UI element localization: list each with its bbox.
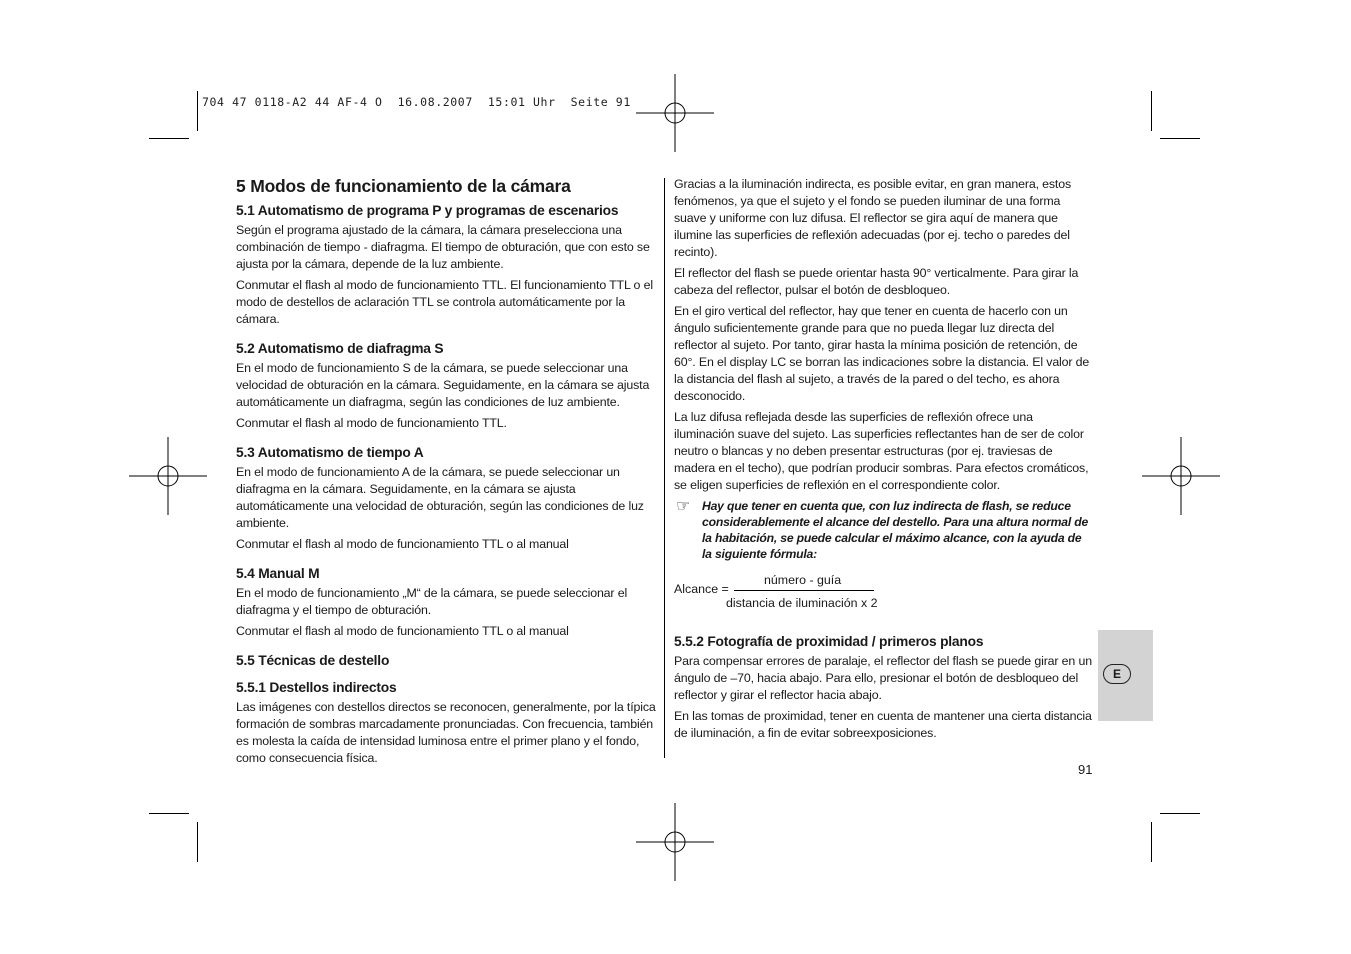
section-title-5-5-2: 5.5.2 Fotografía de proximidad / primeros planos	[674, 634, 984, 649]
paragraph: En el modo de funcionamiento „M“ de la cámara, se puede seleccionar el diafragma y el tiempo de obturación.	[236, 586, 628, 617]
formula-lhs: Alcance =	[674, 582, 729, 596]
crop-mark	[1160, 138, 1200, 139]
paragraph: El reflector del flash se puede orientar hasta 90° verticalmente. Para girar la cabeza del reflector, pulsar el botón de desbloqueo.	[674, 266, 1079, 297]
left-column	[236, 176, 656, 771]
language-badge: E	[1103, 664, 1131, 684]
paragraph: En las tomas de proximidad, tener en cuenta de mantener una cierta distancia de iluminación, a fin de evitar sobreexposiciones.	[674, 709, 1092, 740]
page-number: 91	[1078, 762, 1093, 777]
section-title-5-4: 5.4 Manual M	[236, 566, 320, 581]
formula	[674, 570, 1094, 624]
paragraph: Conmutar el flash al modo de funcionamiento TTL. El funcionamiento TTL o el modo de destellos de aclaración TTL se controla automáticamente por la cámara.	[236, 278, 653, 326]
crop-mark	[197, 91, 198, 131]
print-slug: 704 47 0118-A2 44 AF-4 O 16.08.2007 15:01 Uhr Seite 91	[202, 95, 631, 109]
paragraph: La luz difusa reflejada desde las superficies de reflexión ofrece una iluminación suave del sujeto. Las superficies reflectantes han de ser de color neutro o blancas y no deben presentar estructuras (por ej. traviesas de madera en el techo), que podrían producir sombras. Para efectos cromáticos, se eligen superficies de reflexión en el correspondiente color.	[674, 410, 1089, 492]
paragraph: Gracias a la iluminación indirecta, es posible evitar, en gran manera, estos fenómenos, ya que el sujeto y el fondo se pueden iluminar de una forma suave y uniforme con luz difusa. El reflector se gira aquí de manera que ilumine las superficies de reflexión adecuadas (por ej. techo o paredes del recinto).	[674, 177, 1072, 259]
section-title-5-1: 5.1 Automatismo de programa P y programas de escenarios	[236, 203, 619, 218]
section-title-5-5: 5.5 Técnicas de destello	[236, 653, 390, 668]
paragraph: Para compensar errores de paralaje, el reflector del flash se puede girar en un ángulo de –70, hacia abajo. Para ello, presionar el botón de desbloqueo del reflector y girar el reflector hacia abajo.	[674, 654, 1092, 702]
crop-mark	[149, 813, 189, 814]
section-title-5-5-1: 5.5.1 Destellos indirectos	[236, 680, 397, 695]
pointing-hand-icon: ☞	[676, 496, 691, 515]
formula-numerator: número - guía	[764, 573, 842, 587]
registration-mark-icon	[1142, 437, 1220, 515]
fraction-line	[734, 590, 874, 591]
paragraph: Conmutar el flash al modo de funcionamiento TTL o al manual	[236, 537, 569, 551]
registration-mark-icon	[636, 803, 714, 881]
registration-mark-icon	[129, 437, 207, 515]
formula-denominator: distancia de iluminación x 2	[726, 596, 878, 610]
section-title-5-2: 5.2 Automatismo de diafragma S	[236, 341, 444, 356]
right-column	[674, 176, 1094, 746]
registration-mark-icon	[636, 74, 714, 152]
paragraph: En el giro vertical del reflector, hay que tener en cuenta de hacerlo con un ángulo suficientemente grande para que no pueda llegar luz directa del reflector al sujeto. Por tanto, girar hasta la mínima posición de retención, de 60°. En el display LC se borran las indicaciones sobre la distancia. El valor de la distancia del flash al sujeto, a través de la pared o del techo, es ahora desconocido.	[674, 304, 1090, 403]
column-divider	[664, 178, 665, 758]
paragraph: Según el programa ajustado de la cámara, la cámara preselecciona una combinación de tiempo - diafragma. El tiempo de obturación, que con esto se ajusta por la cámara, depende de la luz ambiente.	[236, 223, 650, 271]
paragraph: En el modo de funcionamiento A de la cámara, se puede seleccionar un diafragma en la cámara. Seguidamente, en la cámara se ajusta automáticamente una velocidad de obturación, según las condiciones de luz ambiente.	[236, 465, 644, 530]
paragraph: Conmutar el flash al modo de funcionamiento TTL o al manual	[236, 624, 569, 638]
section-title-5-3: 5.3 Automatismo de tiempo A	[236, 445, 424, 460]
note-block	[674, 498, 1094, 562]
paragraph: Las imágenes con destellos directos se reconocen, generalmente, por la típica formación de sombras marcadamente pronunciadas. Con frecuencia, también es molesta la caída de intensidad luminosa entre el primer plano y el fondo, como consecuencia física.	[236, 700, 656, 765]
paragraph: En el modo de funcionamiento S de la cámara, se puede seleccionar una velocidad de obturación en la cámara. Seguidamente, en la cámara se ajusta automáticamente un diafragma, según las condiciones de luz ambiente.	[236, 361, 650, 409]
chapter-title: 5 Modos de funcionamiento de la cámara	[236, 176, 571, 196]
crop-mark	[197, 822, 198, 862]
paragraph: Conmutar el flash al modo de funcionamiento TTL.	[236, 416, 507, 430]
crop-mark	[1160, 813, 1200, 814]
note-text: Hay que tener en cuenta que, con luz indirecta de flash, se reduce considerablemente el alcance del destello. Para una altura normal de la habitación, se puede calcular el máximo alcance, con la ayuda de la siguiente fórmula:	[702, 499, 1089, 561]
crop-mark	[1151, 91, 1152, 131]
crop-mark	[149, 138, 189, 139]
crop-mark	[1151, 822, 1152, 862]
